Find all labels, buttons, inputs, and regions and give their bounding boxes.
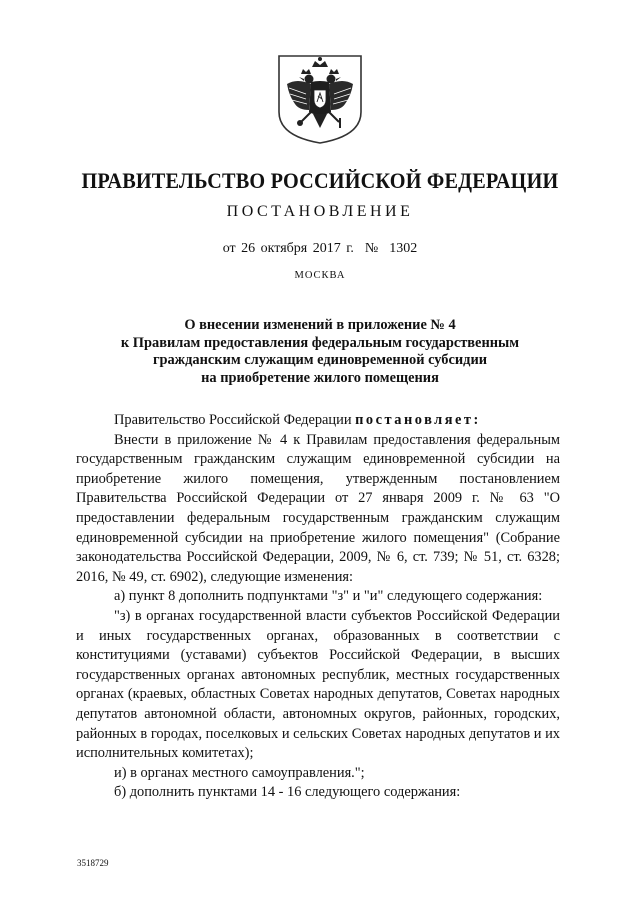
document-code: 3518729 xyxy=(77,858,109,868)
subject-line: к Правилам предоставления федеральным государственным xyxy=(120,334,520,351)
resolution-word: постановляет: xyxy=(355,412,481,428)
resolution-paragraph xyxy=(76,411,560,431)
russian-coat-of-arms-icon xyxy=(273,52,367,146)
document-city: МОСКВА xyxy=(294,270,346,281)
document-type: ПОСТАНОВЛЕНИЕ xyxy=(226,203,414,220)
government-title: ПРАВИТЕЛЬСТВО РОССИЙСКОЙ ФЕДЕРАЦИИ xyxy=(81,168,559,193)
resolution-prefix: Правительство Российской Федерации xyxy=(114,412,356,428)
body-paragraph: Внести в приложение № 4 к Правилам предоставления федеральным государственным гражданским служащим единовременной субсидии на приобретение жилого помещения, утвержденным постановлением Правительства Российской Федерации от 27 января 2009 г. № 63 "О предоставлении федеральным государственным гражданским служащим единовременной субсидии на приобретение жилого помещения" (Собрание законодательства Российской Федерации, 2009, № 6, ст. 739; № 51, ст. 6328; 2016, № 49, ст. 6902), следующие изменения: xyxy=(76,431,560,585)
subject-line: гражданским служащим единовременной субсидии xyxy=(152,352,488,368)
body-paragraph: "з) в органах государственной власти субъектов Российской Федерации и иных государственных органах, образованных в соответствии с конституциями (уставами) субъектов Российской Федерации, в высших государственных органах автономных республик, местных государственных органах (краевых, областных Советах народных депутатов, Советах народных депутатов автономной области, автономных округов, районных, городских, районных в городах, поселковых и сельских Советах народных депутатов и их исполнительных комитетах); xyxy=(76,607,560,762)
document-subject xyxy=(100,317,540,387)
body-paragraph: и) в органах местного самоуправления."; xyxy=(114,764,365,781)
body-paragraph: а) пункт 8 дополнить подпунктами "з" и "и" следующего содержания: xyxy=(114,588,543,605)
document-date-number: от 26 октября 2017 г. № 1302 xyxy=(222,241,418,256)
document-body xyxy=(76,411,560,803)
body-paragraph: б) дополнить пунктами 14 - 16 следующего содержания: xyxy=(114,784,461,801)
subject-line: О внесении изменений в приложение № 4 xyxy=(184,317,456,333)
subject-line: на приобретение жилого помещения xyxy=(201,369,439,386)
